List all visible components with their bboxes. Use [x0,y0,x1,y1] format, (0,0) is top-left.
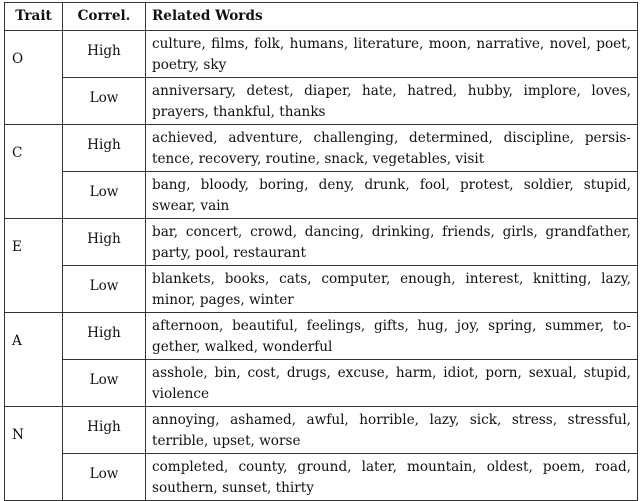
correlation-cell: High [63,219,146,266]
table-row [5,360,638,407]
table-row [5,31,638,78]
related-words-cell: asshole, bin, cost, drugs, excuse, harm, idiot, porn, sexual, stupid, violence [146,360,638,407]
table-row [5,219,638,266]
trait-cell: O [5,31,63,125]
table-row [5,78,638,125]
correlation-cell: Low [63,360,146,407]
correlation-cell: High [63,313,146,360]
related-words-cell: annoying, ashamed, awful, horrible, lazy, sick, stress, stressful, terrible, upset, worse [146,407,638,454]
related-words-cell: completed, county, ground, later, mountain, oldest, poem, road, southern, sunset, thirty [146,454,638,501]
header-related-words: Related Words [146,3,638,31]
header-row [5,3,638,31]
correlation-cell: Low [63,172,146,219]
related-words-cell: bar, concert, crowd, dancing, drinking, friends, girls, grandfather, party, pool, restaurant [146,219,638,266]
table-row [5,407,638,454]
trait-cell: C [5,125,63,219]
table-row [5,454,638,501]
table-row [5,313,638,360]
table-row [5,266,638,313]
header-trait: Trait [5,3,63,31]
related-words-cell: culture, films, folk, humans, literature, moon, narrative, novel, poet, poetry, sky [146,31,638,78]
trait-cell: E [5,219,63,313]
correlation-cell: Low [63,266,146,313]
trait-cell: N [5,407,63,501]
correlation-cell: High [63,31,146,78]
related-words-cell: bang, bloody, boring, deny, drunk, fool, protest, soldier, stupid, swear, vain [146,172,638,219]
correlation-cell: Low [63,454,146,501]
related-words-cell: anniversary, detest, diaper, hate, hatred, hubby, implore, loves, prayers, thankful, thanks [146,78,638,125]
correlation-cell: High [63,407,146,454]
correlation-cell: High [63,125,146,172]
header-correlation: Correl. [63,3,146,31]
correlation-cell: Low [63,78,146,125]
related-words-cell: blankets, books, cats, computer, enough, interest, knitting, lazy, minor, pages, winter [146,266,638,313]
related-words-cell: afternoon, beautiful, feelings, gifts, hug, joy, spring, summer, together, walked, wonderful [146,313,638,360]
trait-cell: A [5,313,63,407]
table-row [5,125,638,172]
related-words-cell: achieved, adventure, challenging, determined, discipline, persistence, recovery, routine, snack, vegetables, visit [146,125,638,172]
trait-words-table [4,2,638,501]
table-row [5,172,638,219]
